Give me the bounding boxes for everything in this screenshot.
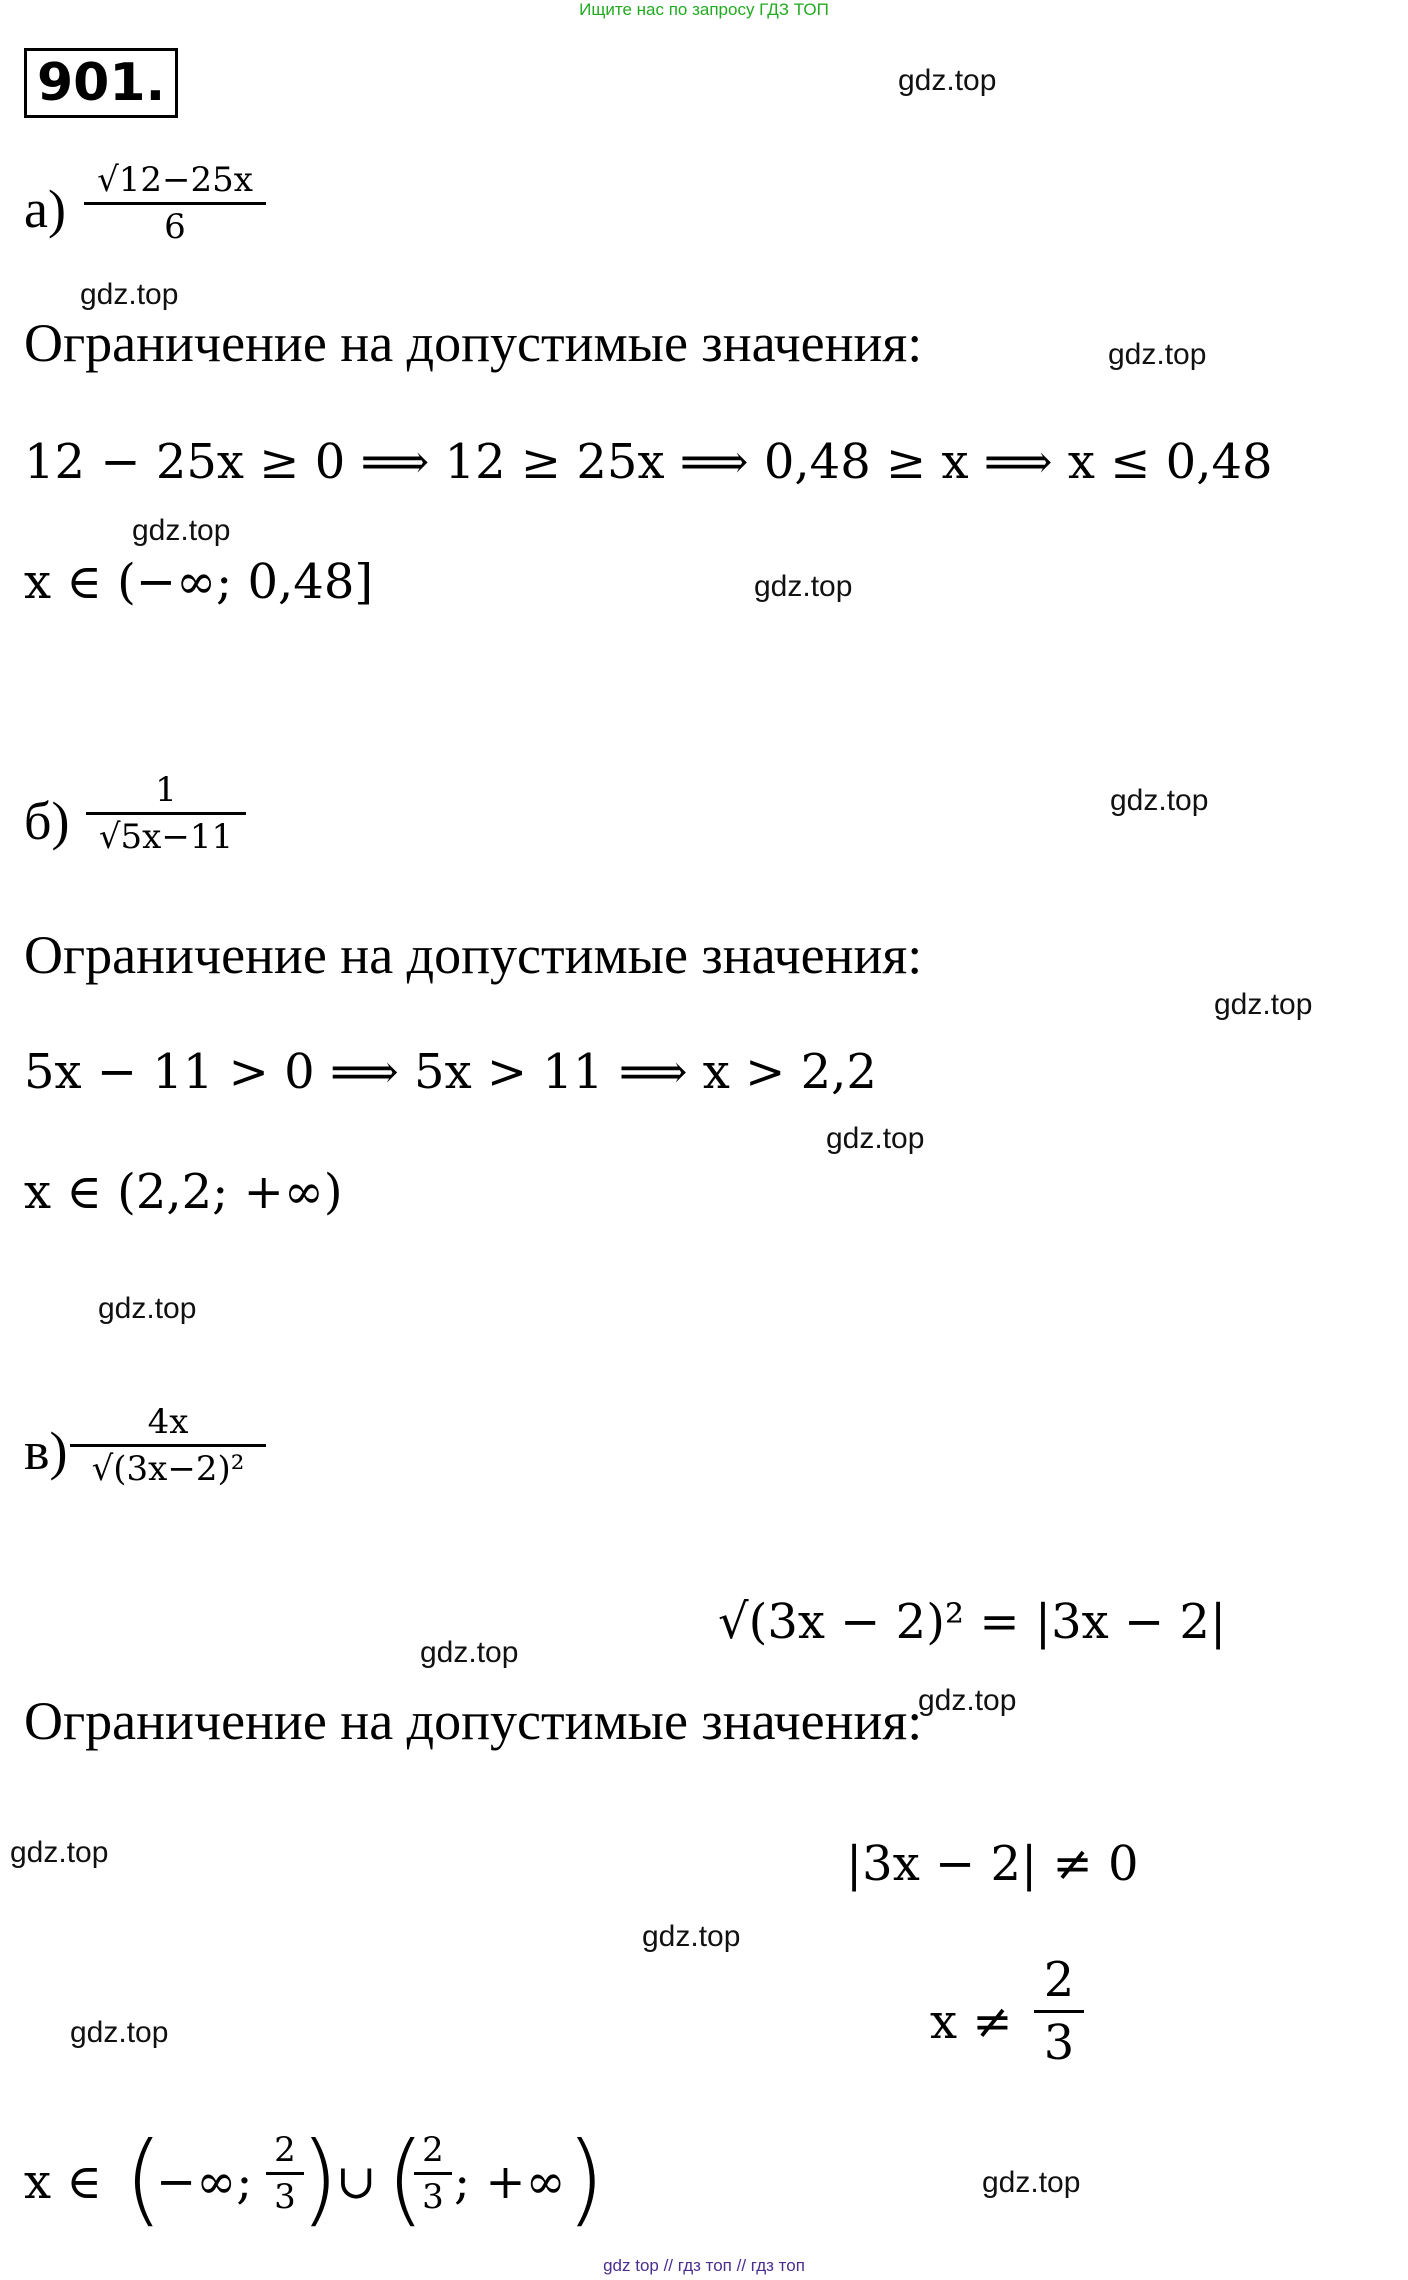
watermark: gdz.top bbox=[80, 278, 179, 311]
part-c-heading: Ограничение на допустимые значения: bbox=[24, 1691, 923, 1751]
left-paren-icon: ( bbox=[386, 2120, 426, 2237]
watermark: gdz.top bbox=[1108, 338, 1207, 371]
part-c-condition-fraction bbox=[1034, 1950, 1084, 2073]
part-b-denominator: √5x−11 bbox=[98, 817, 234, 857]
condition-numerator: 2 bbox=[1043, 1952, 1075, 2008]
part-a-heading: Ограничение на допустимые значения: bbox=[24, 313, 923, 373]
part-c-answer-end: ; +∞ bbox=[454, 2154, 566, 2210]
part-c-answer-mid: −∞; bbox=[156, 2154, 253, 2210]
watermark: gdz.top bbox=[10, 1836, 109, 1869]
part-c-condition-abs: |3x − 2| ≠ 0 bbox=[846, 1836, 1139, 1892]
part-c-answer-union: ∪ bbox=[336, 2154, 377, 2210]
part-c-expression bbox=[70, 1400, 266, 1491]
answer-fraction-numerator: 2 bbox=[422, 2130, 444, 2170]
watermark: gdz.top bbox=[70, 2016, 169, 2049]
part-c-numerator: 4x bbox=[147, 1402, 189, 1442]
part-a-denominator: 6 bbox=[164, 207, 186, 247]
problem-number: 901. bbox=[24, 48, 178, 118]
bottom-banner: gdz top // гдз топ // гдз топ bbox=[603, 2256, 805, 2275]
part-b-numerator: 1 bbox=[155, 770, 177, 810]
part-a-label: а) bbox=[24, 179, 66, 239]
right-paren-icon: ) bbox=[300, 2120, 340, 2237]
part-b-label: б) bbox=[24, 791, 70, 851]
watermark: gdz.top bbox=[98, 1292, 197, 1325]
part-c-label: в) bbox=[24, 1421, 68, 1481]
part-c-condition-left: x ≠ bbox=[930, 1994, 1013, 2050]
part-a-expression bbox=[84, 158, 266, 249]
watermark: gdz.top bbox=[826, 1122, 925, 1155]
watermark: gdz.top bbox=[918, 1684, 1017, 1717]
watermark: gdz.top bbox=[132, 514, 231, 547]
watermark: gdz.top bbox=[1214, 988, 1313, 1021]
condition-denominator: 3 bbox=[1043, 2015, 1075, 2071]
answer-fraction-denominator: 3 bbox=[274, 2177, 296, 2217]
left-paren-icon: ( bbox=[124, 2120, 164, 2237]
part-c-answer-fraction-2 bbox=[414, 2128, 452, 2219]
part-a-inequality: 12 − 25x ≥ 0 ⟹ 12 ≥ 25x ⟹ 0,48 ≥ x ⟹ x ≤ 0,48 bbox=[24, 434, 1273, 490]
part-a-numerator: √12−25x bbox=[97, 160, 253, 200]
watermark: gdz.top bbox=[642, 1920, 741, 1953]
watermark: gdz.top bbox=[898, 64, 997, 97]
part-c-answer-fraction-1 bbox=[266, 2128, 304, 2219]
watermark: gdz.top bbox=[420, 1636, 519, 1669]
part-b-heading: Ограничение на допустимые значения: bbox=[24, 925, 923, 985]
part-a-answer: x ∈ (−∞; 0,48] bbox=[24, 554, 374, 610]
part-c-answer-start: x ∈ bbox=[24, 2154, 102, 2210]
answer-fraction-numerator: 2 bbox=[274, 2130, 296, 2170]
part-b-expression bbox=[86, 768, 246, 859]
watermark: gdz.top bbox=[1110, 784, 1209, 817]
watermark: gdz.top bbox=[754, 570, 853, 603]
part-b-inequality: 5x − 11 > 0 ⟹ 5x > 11 ⟹ x > 2,2 bbox=[24, 1044, 877, 1100]
right-paren-icon: ) bbox=[566, 2120, 606, 2237]
part-c-denominator: √(3x−2)² bbox=[91, 1449, 245, 1489]
part-c-identity: √(3x − 2)² = |3x − 2| bbox=[718, 1594, 1227, 1650]
watermark: gdz.top bbox=[982, 2166, 1081, 2199]
part-b-answer: x ∈ (2,2; +∞) bbox=[24, 1164, 343, 1220]
top-banner: Ищите нас по запросу ГДЗ ТОП bbox=[579, 0, 829, 19]
answer-fraction-denominator: 3 bbox=[422, 2177, 444, 2217]
